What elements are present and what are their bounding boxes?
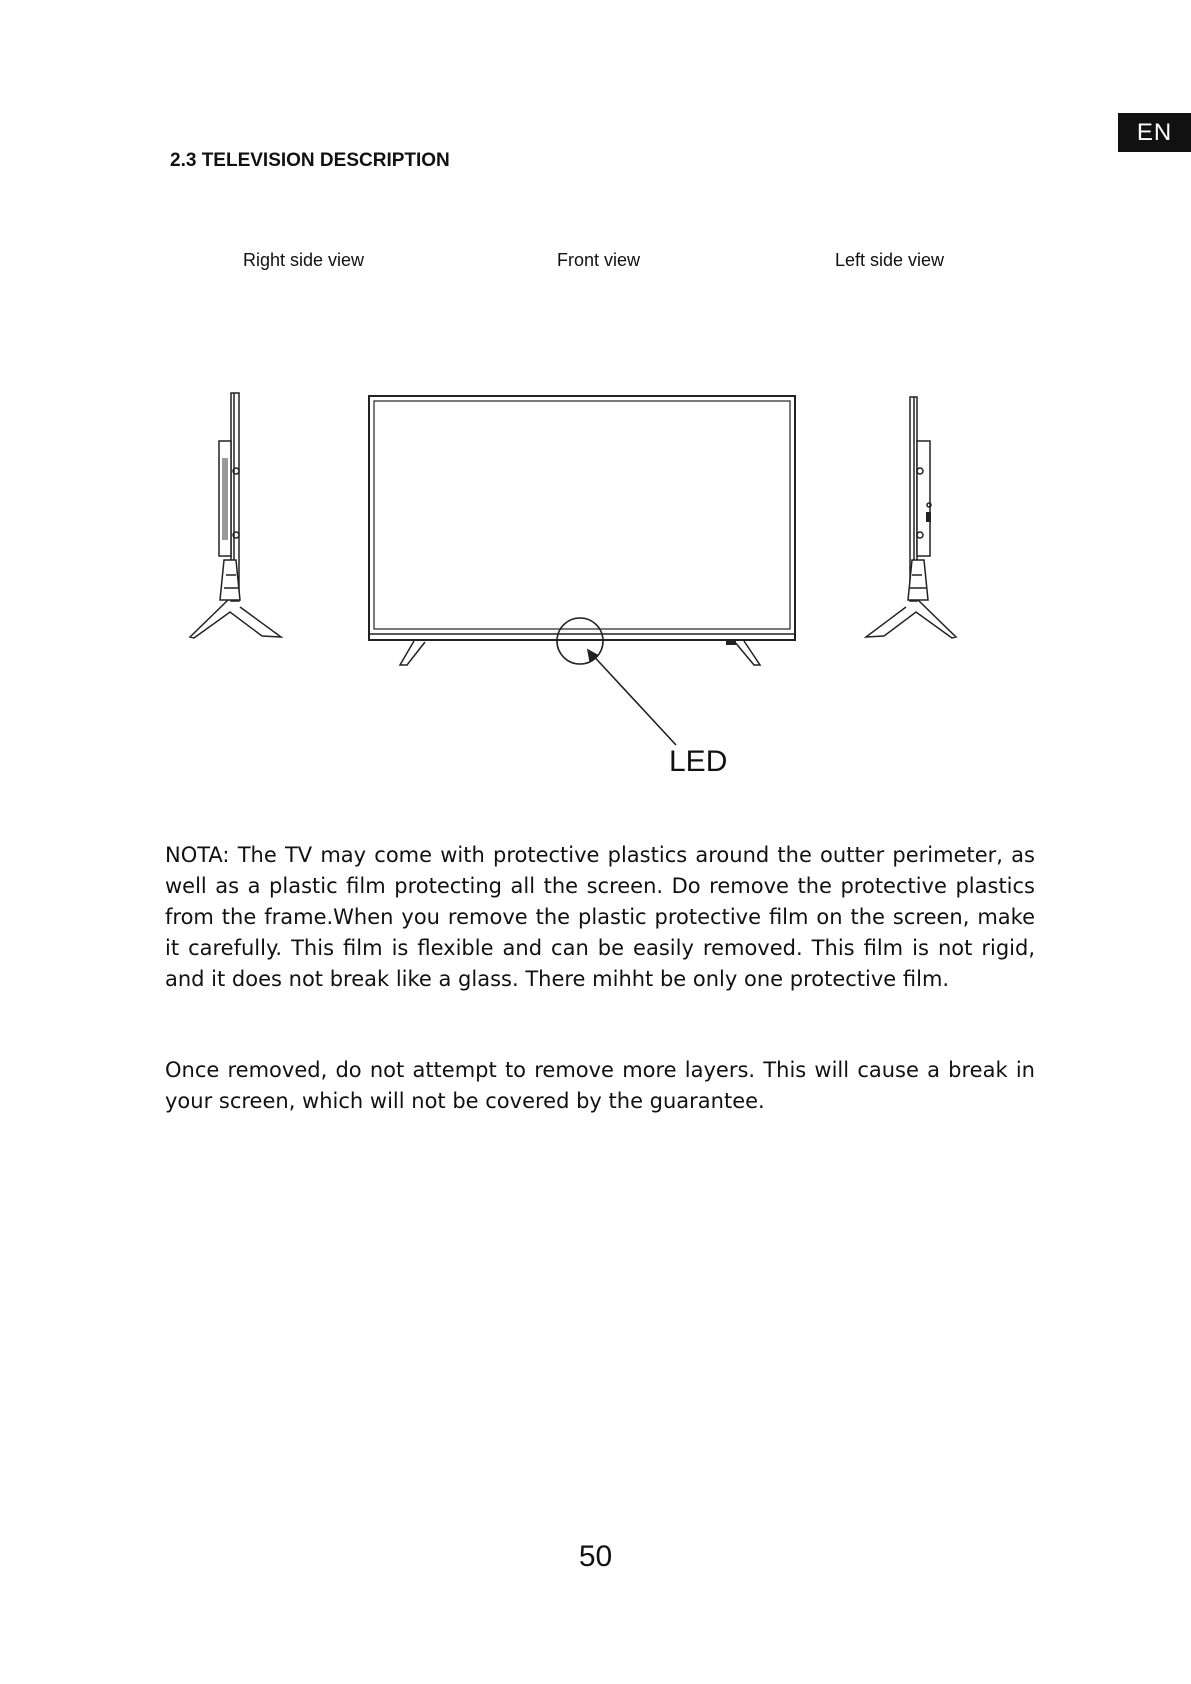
front-view-label: Front view (557, 250, 641, 270)
led-callout (557, 618, 676, 745)
warning-note: Once removed, do not attempt to remove more layers. This will cause a break in your screen, which will not be covered by the guarantee. (165, 1058, 1035, 1113)
led-callout-label: LED (669, 745, 728, 778)
right-side-view-label: Right side view (243, 250, 365, 270)
section-title: 2.3 TELEVISION DESCRIPTION (170, 150, 450, 171)
page-number: 50 (578, 1540, 613, 1573)
tv-left-side-illustration (866, 397, 956, 638)
left-side-view-label: Left side view (835, 250, 945, 270)
tv-front-illustration (369, 396, 795, 665)
tv-right-side-illustration (190, 393, 281, 638)
language-tab: EN (1118, 113, 1191, 152)
protective-film-note: NOTA: The TV may come with protective plastics around the outter perimeter, as well as a plastic film protecting all the screen. Do remove the protective plastics from the frame.When you remove the plastic protective film on the screen, make it carefully. This film is flexible and can be easily removed. This film is not rigid, and it does not break like a glass. There mihht be only one protective film. (165, 843, 1035, 991)
